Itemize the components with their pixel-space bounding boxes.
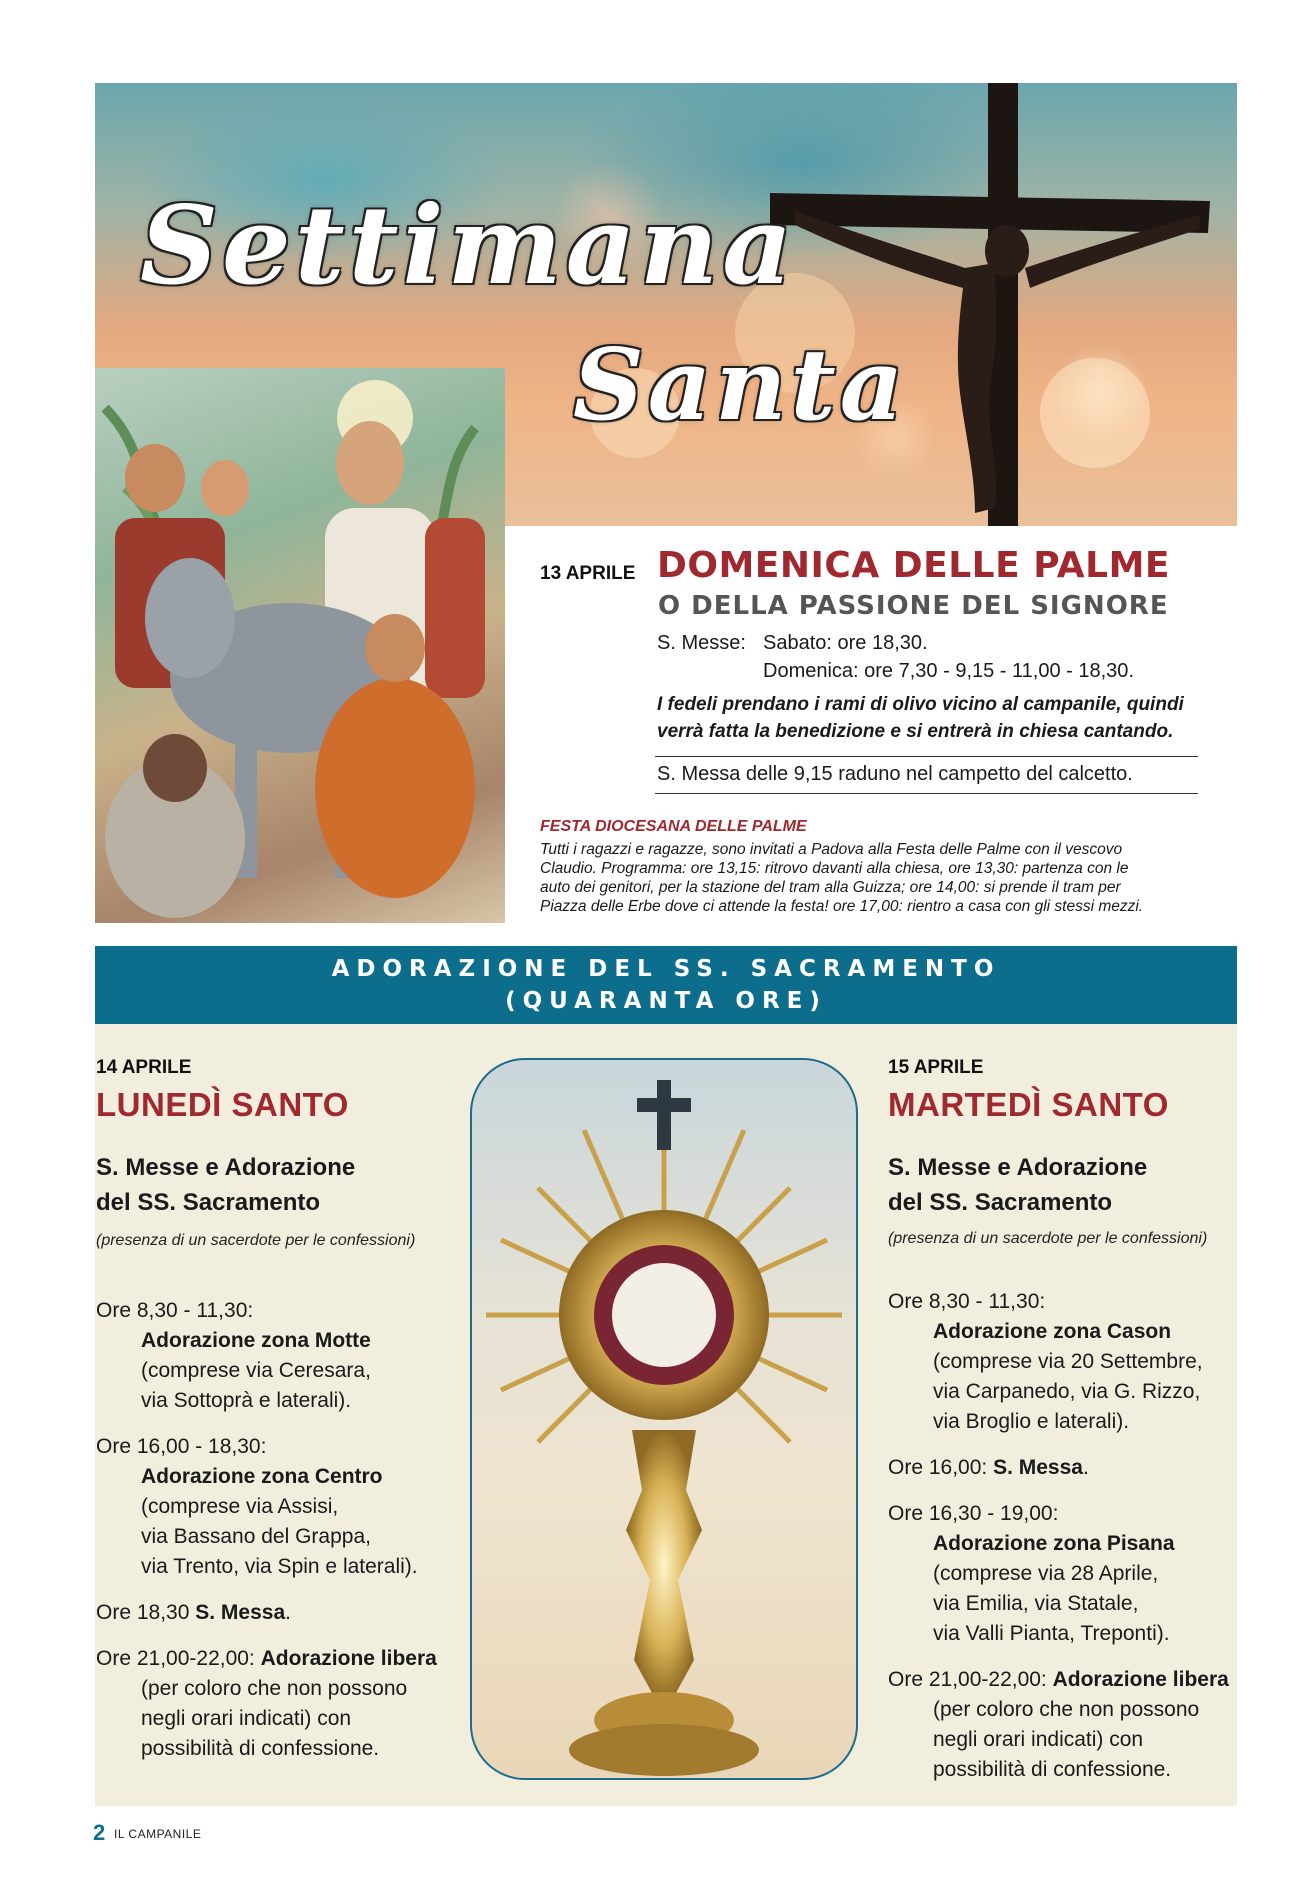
schedule-entry: Ore 8,30 - 11,30: — [96, 1299, 254, 1322]
festa-title: FESTA DIOCESANA DELLE PALME — [540, 818, 807, 835]
schedule-entry: Ore 16,00: S. Messa. — [888, 1456, 1089, 1479]
festa-line-1: Tutti i ragazzi e ragazze, sono invitati a Padova alla Festa delle Palme con il vescovo — [540, 841, 1123, 858]
divider-bottom — [655, 793, 1198, 794]
tuesday-title: MARTEDÌ SANTO — [888, 1086, 1169, 1123]
festa-line-4: Piazza delle Erbe dove ci attende la festa! ore 17,00: rientro a casa con gli stessi mezzi. — [540, 898, 1144, 915]
olive-branch-note-1: I fedeli prendano i rami di olivo vicino al campanile, quindi — [657, 694, 1184, 715]
monday-date: 14 APRILE — [96, 1057, 192, 1078]
publication-name: IL CAMPANILE — [114, 1827, 202, 1841]
olive-branch-note-2: verrà fatta la benedizione e si entrerà in chiesa cantando. — [657, 721, 1174, 742]
palm-sunday-title: DOMENICA DELLE PALME — [657, 545, 1171, 586]
masses-label: S. Messe: — [657, 632, 746, 654]
adoration-subtitle: (QUARANTA ORE) — [505, 988, 827, 1014]
schedule-entry: Ore 21,00-22,00: Adorazione libera — [888, 1668, 1229, 1691]
adoration-title: ADORAZIONE DEL SS. SACRAMENTO — [331, 956, 1001, 982]
palm-sunday-subtitle: O DELLA PASSIONE DEL SIGNORE — [658, 591, 1169, 621]
tuesday-confession-note: (presenza di un sacerdote per le confessioni) — [888, 1230, 1208, 1247]
saturday-mass: Sabato: ore 18,30. — [763, 632, 928, 654]
adoration-header — [95, 946, 1237, 1024]
jesus-entry-jerusalem-image — [95, 368, 505, 923]
tuesday-subtitle: S. Messe e Adorazione del SS. Sacramento — [888, 1154, 1148, 1216]
meeting-point: S. Messa delle 9,15 raduno nel campetto del calcetto. — [657, 763, 1133, 785]
monstrance-image — [472, 1060, 856, 1778]
banner-title-line1: Settimana — [140, 183, 797, 309]
schedule-entry: Ore 16,30 - 19,00: — [888, 1502, 1059, 1525]
monday-subtitle: S. Messe e Adorazione del SS. Sacramento — [96, 1154, 356, 1216]
banner-title-line2: Santa — [573, 328, 908, 443]
palm-sunday-illustration — [95, 368, 505, 923]
monstrance-image-frame — [470, 1058, 858, 1780]
monday-title: LUNEDÌ SANTO — [96, 1086, 349, 1123]
festa-line-3: auto dei genitori, per la stazione del tram alla Guizza; ore 14,00: si prende il tram per — [540, 879, 1121, 896]
tuesday-date: 15 APRILE — [888, 1057, 984, 1078]
schedule-entry: Ore 21,00-22,00: Adorazione libera — [96, 1647, 437, 1670]
festa-line-2: Claudio. Programma: ore 13,15: ritrovo davanti alla chiesa, ore 13,30: partenza con le — [540, 860, 1129, 877]
tuesday-schedule: Ore 8,30 - 11,30: Adorazione zona Cason (comprese via 20 Settembre, via Carpanedo, via G. Rizzo, via Broglio e laterali). Ore 16,00: S. Messa. Ore 16,30 - 19,00: Adorazione zona Pisana (comprese via 28 Aprile, via Emilia, via Statale, via Valli Pianta, Treponti). Ore 21,00-22,00: Adorazione libera (per coloro che non possono negli orari indicati) con possibilità di confessione. — [888, 1287, 1233, 1785]
palm-sunday-date: 13 APRILE — [540, 563, 636, 584]
schedule-entry: Ore 18,30 S. Messa. — [96, 1601, 291, 1624]
divider-top — [655, 756, 1198, 757]
schedule-entry: Ore 8,30 - 11,30: — [888, 1290, 1046, 1313]
monday-confession-note: (presenza di un sacerdote per le confessioni) — [96, 1232, 416, 1249]
page-number: 2 — [93, 1820, 106, 1845]
schedule-entry: Ore 16,00 - 18,30: — [96, 1435, 267, 1458]
monday-schedule: Ore 8,30 - 11,30: Adorazione zona Motte (comprese via Ceresara, via Sottoprà e laterali). Ore 16,00 - 18,30: Adorazione zona Centro (comprese via Assisi, via Bassano del Grappa, via Trento, via Spin e laterali). Ore 18,30 S. Messa. Ore 21,00-22,00: Adorazione libera (per coloro che non possono negli orari indicati) con possibilità di confessione. — [96, 1296, 466, 1764]
sunday-masses: Domenica: ore 7,30 - 9,15 - 11,00 - 18,30. — [763, 660, 1134, 682]
